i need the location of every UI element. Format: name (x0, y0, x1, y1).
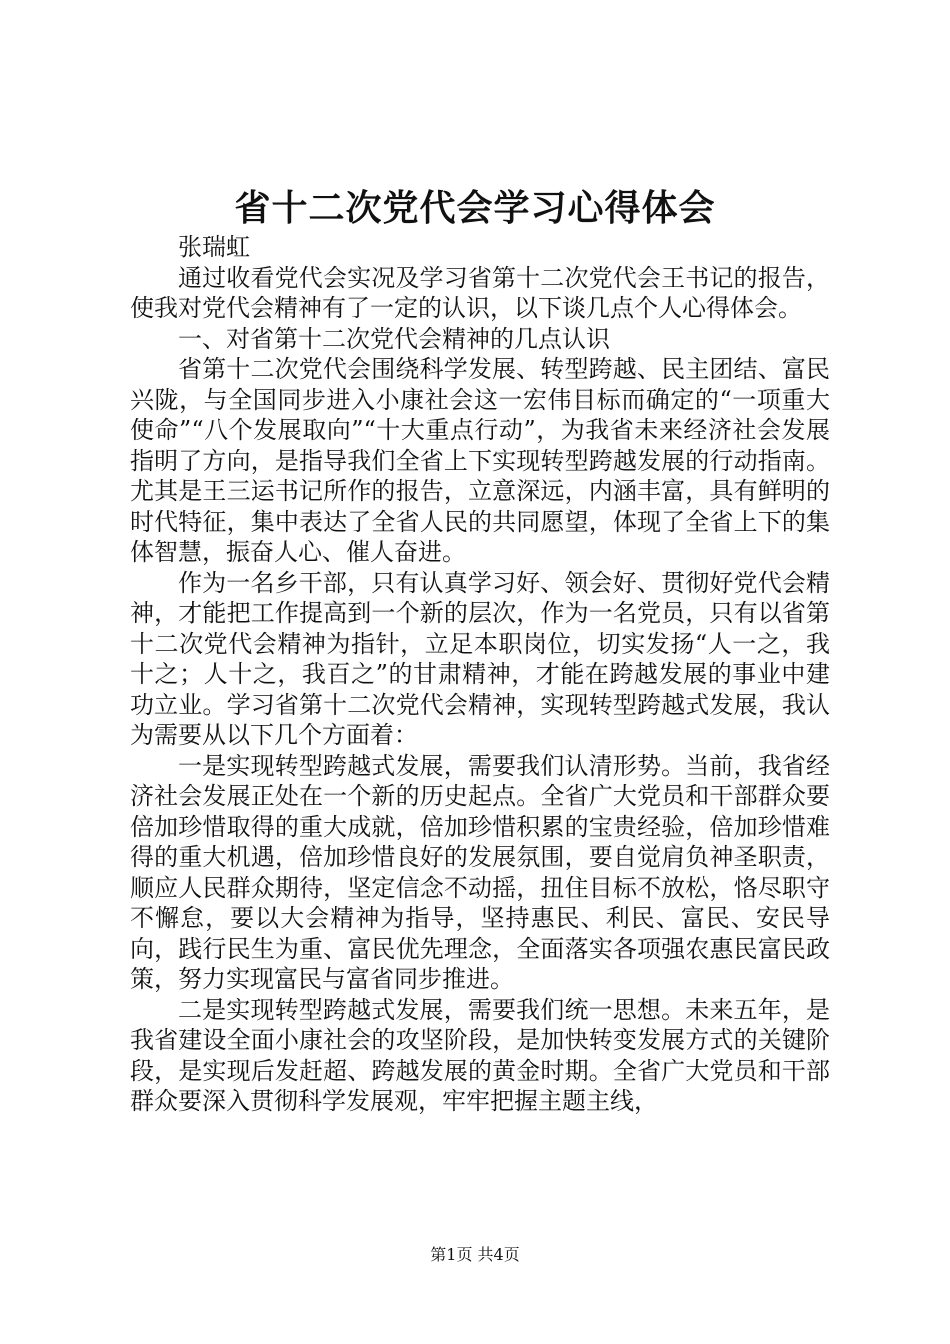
page-footer: 第1页 共4页 (430, 1245, 520, 1264)
paragraph: 一是实现转型跨越式发展，需要我们认清形势。当前，我省经济社会发展正处在一个新的历史起点。全省广大党员和干部群众要倍加珍惜取得的重大成就，倍加珍惜积累的宝贵经验，倍加珍惜难得的重大机遇，倍加珍惜良好的发展氛围，要自觉肩负神圣职责，顺应人民群众期待，坚定信念不动摇，扭住目标不放松，恪尽职守不懈怠，要以大会精神为指导，坚持惠民、利民、富民、安民导向，践行民生为重、富民优先理念，全面落实各项强农惠民富民政策，努力实现富民与富省同步推进。 (130, 751, 830, 993)
document-body (130, 232, 830, 1117)
paragraph: 二是实现转型跨越式发展，需要我们统一思想。未来五年，是我省建设全面小康社会的攻坚阶段，是加快转变发展方式的关键阶段，是实现后发赶超、跨越发展的黄金时期。全省广大党员和干部群众要深入贯彻科学发展观，牢牢把握主题主线， (130, 995, 830, 1115)
section-heading: 一、对省第十二次党代会精神的几点认识 (178, 324, 610, 353)
paragraph: 省第十二次党代会围绕科学发展、转型跨越、民主团结、富民兴陇，与全国同步进入小康社会这一宏伟目标而确定的“一项重大使命”“八个发展取向”“十大重点行动”，为我省未来经济社会发展指明了方向，是指导我们全省上下实现转型跨越发展的行动指南。尤其是王三运书记所作的报告，立意深远，内涵丰富，具有鲜明的时代特征，集中表达了全省人民的共同愿望，体现了全省上下的集体智慧，振奋人心、催人奋进。 (130, 355, 830, 566)
paragraph-intro: 通过收看党代会实况及学习省第十二次党代会王书记的报告，使我对党代会精神有了一定的认识，以下谈几点个人心得体会。 (130, 263, 830, 322)
author-line: 张瑞虹 (178, 233, 250, 261)
document-title: 省十二次党代会学习心得体会 (234, 187, 716, 229)
paragraph: 作为一名乡干部，只有认真学习好、领会好、贯彻好党代会精神，才能把工作提高到一个新的层次，作为一名党员，只有以省第十二次党代会精神为指针，立足本职岗位，切实发扬“人一之，我十之；人十之，我百之”的甘肃精神，才能在跨越发展的事业中建功立业。学习省第十二次党代会精神，实现转型跨越式发展，我认为需要从以下几个方面着： (130, 568, 830, 749)
